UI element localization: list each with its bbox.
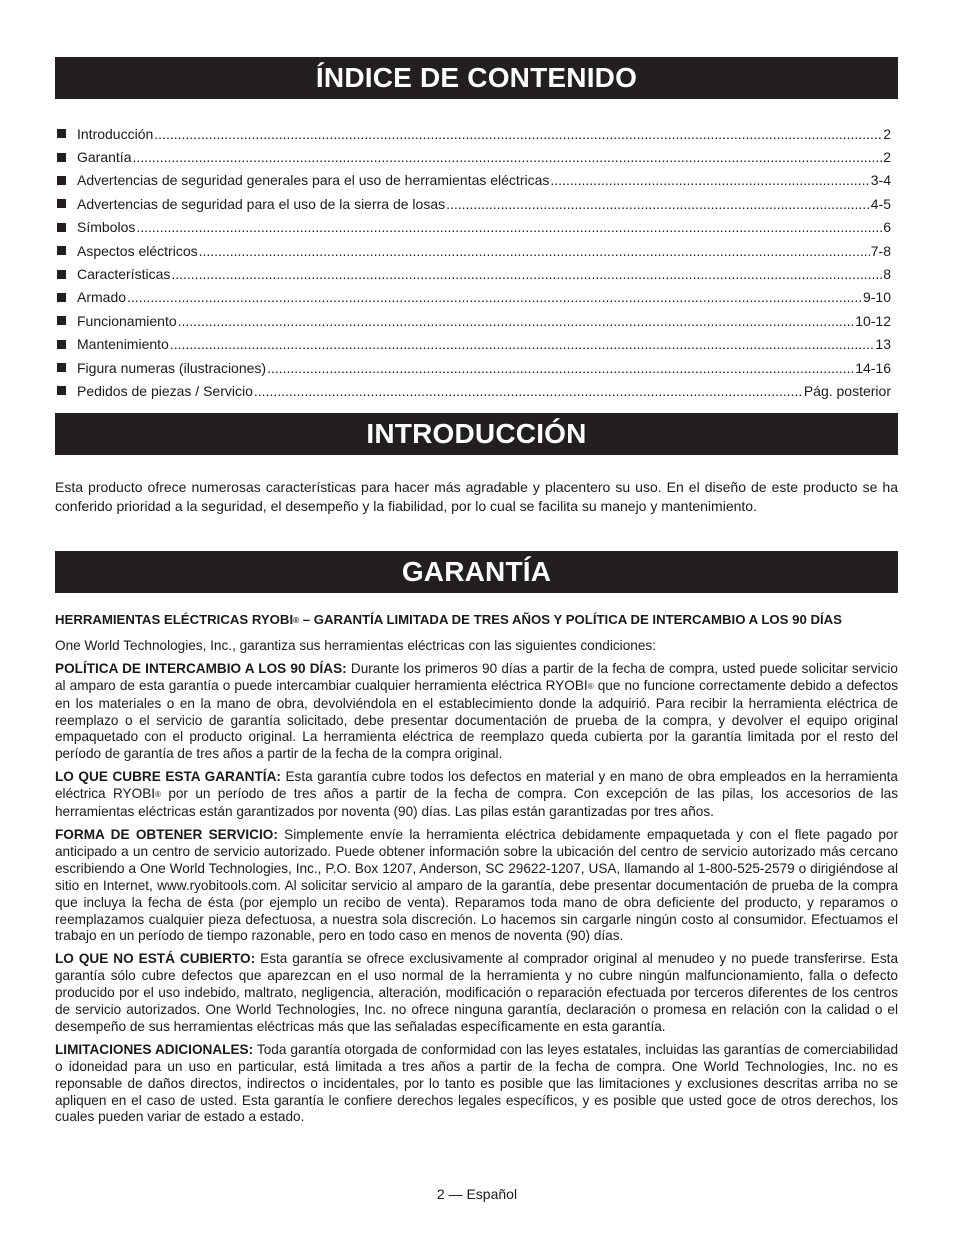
toc-item-page: 2 — [883, 125, 891, 142]
toc-item-page: 14-16 — [855, 359, 891, 376]
toc-item-page: 13 — [875, 336, 891, 353]
toc-item[interactable] — [57, 216, 891, 239]
warranty-service: FORMA DE OBTENER SERVICIO: Simplemente envíe la herramienta eléctrica debidamente empaquetada y con el flete pagado por anticipado a un centro de servicio autorizado. Puede obtener información sobre la ubicación del centro de servicio autorizado más cercano escribiendo a One World Technologies, Inc., P.O. Box 1207, Anderson, SC 29622-1207, USA, llamando al 1-800-525-2579 o dirigiéndose al sitio en Internet, www.ryobitools.com. Al solicitar servicio al amparo de la garantía, debe presentar documentación de prueba de la compra que incluya la fecha de ésta (por ejemplo un recibo de venta). Reparamos toda mano de obra deficiente del producto, y reparamos o reemplazamos cualquier pieza defectuosa, a nuestra sola discreción. Lo hacemos sin cargarle ningún costo al consumidor. Efectuamos el trabajo en un período de tiempo razonable, pero en todo caso en menos de noventa (90) días. — [55, 826, 898, 944]
warranty-heading: HERRAMIENTAS ELÉCTRICAS RYOBI® – GARANTÍA LIMITADA DE TRES AÑOS Y POLÍTICA DE INTERCAMBIO A LOS 90 DÍAS — [55, 612, 842, 627]
toc-item[interactable] — [57, 356, 891, 379]
toc-item[interactable] — [57, 379, 891, 402]
table-of-contents — [57, 122, 891, 403]
square-bullet-icon — [57, 386, 66, 395]
warranty-title-banner: GARANTÍA — [55, 551, 898, 593]
toc-item-page: 9-10 — [862, 289, 891, 306]
toc-leader-dots — [446, 196, 870, 212]
toc-item-label: Introducción — [77, 125, 154, 142]
toc-item-page: 7-8 — [870, 242, 891, 259]
toc-leader-dots — [136, 219, 882, 235]
toc-item-label: Garantía — [77, 149, 132, 166]
toc-item-page: 6 — [883, 219, 891, 236]
square-bullet-icon — [57, 270, 66, 279]
toc-item[interactable] — [57, 286, 891, 309]
toc-item[interactable] — [57, 145, 891, 168]
toc-leader-dots — [199, 243, 870, 259]
toc-leader-dots — [178, 313, 855, 329]
toc-item-page: 8 — [883, 266, 891, 283]
toc-item-label: Símbolos — [77, 219, 136, 236]
toc-item[interactable] — [57, 169, 891, 192]
toc-item-label: Funcionamiento — [77, 312, 177, 329]
toc-item-page: 4-5 — [870, 195, 891, 212]
toc-leader-dots — [127, 289, 862, 305]
toc-leader-dots — [267, 360, 854, 376]
toc-item-page: Pág. posterior — [803, 382, 891, 399]
toc-item[interactable] — [57, 333, 891, 356]
toc-item[interactable] — [57, 192, 891, 215]
registered-mark: ® — [293, 616, 300, 625]
toc-item-page: 3-4 — [870, 172, 891, 189]
warranty-exchange-policy: POLÍTICA DE INTERCAMBIO A LOS 90 DÍAS: Durante los primeros 90 días a partir de la fecha de compra, usted puede solicitar servicio al amparo de esta garantía o puede intercambiar cualquier herramienta eléctrica RYOBI® que no funcione correctamente debido a defectos en los materiales o en la mano de obra, devolviéndola en el establecimiento donde la adquirió. Para recibir la herramienta eléctrica de reemplazo o el servicio de garantía solicitado, debe presentar documentación de prueba de la compra, y devolver el equipo original empaquetado con el producto original. La herramienta eléctrica de reemplazo queda cubierta por la garantía limitada por el resto del período de garantía de tres años a partir de la fecha de la compra original. — [55, 660, 898, 762]
toc-leader-dots — [132, 149, 882, 165]
toc-item-page: 10-12 — [855, 312, 891, 329]
toc-leader-dots — [154, 126, 882, 142]
toc-item-page: 2 — [883, 149, 891, 166]
toc-leader-dots — [170, 336, 875, 352]
square-bullet-icon — [57, 223, 66, 232]
toc-item[interactable] — [57, 239, 891, 262]
toc-item[interactable] — [57, 309, 891, 332]
toc-item[interactable] — [57, 122, 891, 145]
toc-item-label: Armado — [77, 289, 127, 306]
toc-item[interactable] — [57, 262, 891, 285]
intro-paragraph: Esta producto ofrece numerosas características para hacer más agradable y placentero su uso. En el diseño de este producto se ha conferido prioridad a la seguridad, el desempeño y la fiabilidad, por lo cual se facilita su manejo y mantenimiento. — [55, 479, 898, 514]
toc-item-label: Aspectos eléctricos — [77, 242, 198, 259]
square-bullet-icon — [57, 199, 66, 208]
warranty-lead: One World Technologies, Inc., garantiza sus herramientas eléctricas con las siguientes condiciones: — [55, 637, 656, 653]
toc-item-label: Características — [77, 266, 171, 283]
page-footer: 2 — Español — [436, 1186, 518, 1202]
toc-leader-dots — [254, 383, 803, 399]
toc-leader-dots — [550, 172, 869, 188]
square-bullet-icon — [57, 153, 66, 162]
toc-leader-dots — [171, 266, 882, 282]
toc-item-label: Advertencias de seguridad generales para el uso de herramientas eléctricas — [77, 172, 550, 189]
warranty-coverage: LO QUE CUBRE ESTA GARANTÍA: Esta garantía cubre todos los defectos en material y en mano de obra empleados en la herramienta eléctrica RYOBI® por un período de tres años a partir de la fecha de compra. Con excepción de las pilas, los accesorios de las herramientas eléctricas están garantizados por noventa (90) días. Las pilas están garantizadas por tres años. — [55, 769, 898, 820]
square-bullet-icon — [57, 246, 66, 255]
square-bullet-icon — [57, 129, 66, 138]
toc-item-label: Mantenimiento — [77, 336, 169, 353]
registered-mark: ® — [155, 790, 161, 800]
intro-title-banner: INTRODUCCIÓN — [55, 413, 898, 455]
square-bullet-icon — [57, 363, 66, 372]
square-bullet-icon — [57, 316, 66, 325]
warranty-section — [55, 612, 898, 1132]
square-bullet-icon — [57, 293, 66, 302]
registered-mark: ® — [587, 681, 594, 691]
square-bullet-icon — [57, 340, 66, 349]
toc-item-label: Figura numeras (ilustraciones) — [77, 359, 267, 376]
warranty-limitations: LIMITACIONES ADICIONALES: Toda garantía otorgada de conformidad con las leyes estatales, incluidas las garantías de comerciabilidad o idoneidad para un uso en particular, está limitada a tres años a partir de la fecha de compra. One World Technologies, Inc. no es reponsable de daños directos, indirectos o incidentales, por lo tanto es posible que las limitaciones y exclusiones descritas arriba no se apliquen en el caso de usted. Esta garantía le confiere derechos legales específicos, y es posible que usted goce de otros derechos, los cuales pueden variar de estado a estado. — [55, 1041, 899, 1125]
toc-item-label: Pedidos de piezas / Servicio — [77, 382, 253, 399]
toc-item-label: Advertencias de seguridad para el uso de la sierra de losas — [77, 195, 446, 212]
warranty-not-covered: LO QUE NO ESTÁ CUBIERTO: Esta garantía se ofrece exclusivamente al comprador original al menudeo y no puede transferirse. Esta garantía sólo cubre defectos que aparezcan en el uso normal de la herramienta y no cubre ningún malfuncionamiento, falla o defecto producido por el uso indebido, maltrato, negligencia, alteración, modificación o reparación efectuada por terceros diferentes de los centros de servicio autorizados. One World Technologies, Inc. no ofrece ninguna garantía, declaración o promesa en relación con la calidad o el desempeño de sus herramientas eléctricas más que las señaladas específicamente en esta garantía. — [55, 951, 898, 1034]
square-bullet-icon — [57, 176, 66, 185]
toc-title-banner: ÍNDICE DE CONTENIDO — [55, 57, 898, 99]
